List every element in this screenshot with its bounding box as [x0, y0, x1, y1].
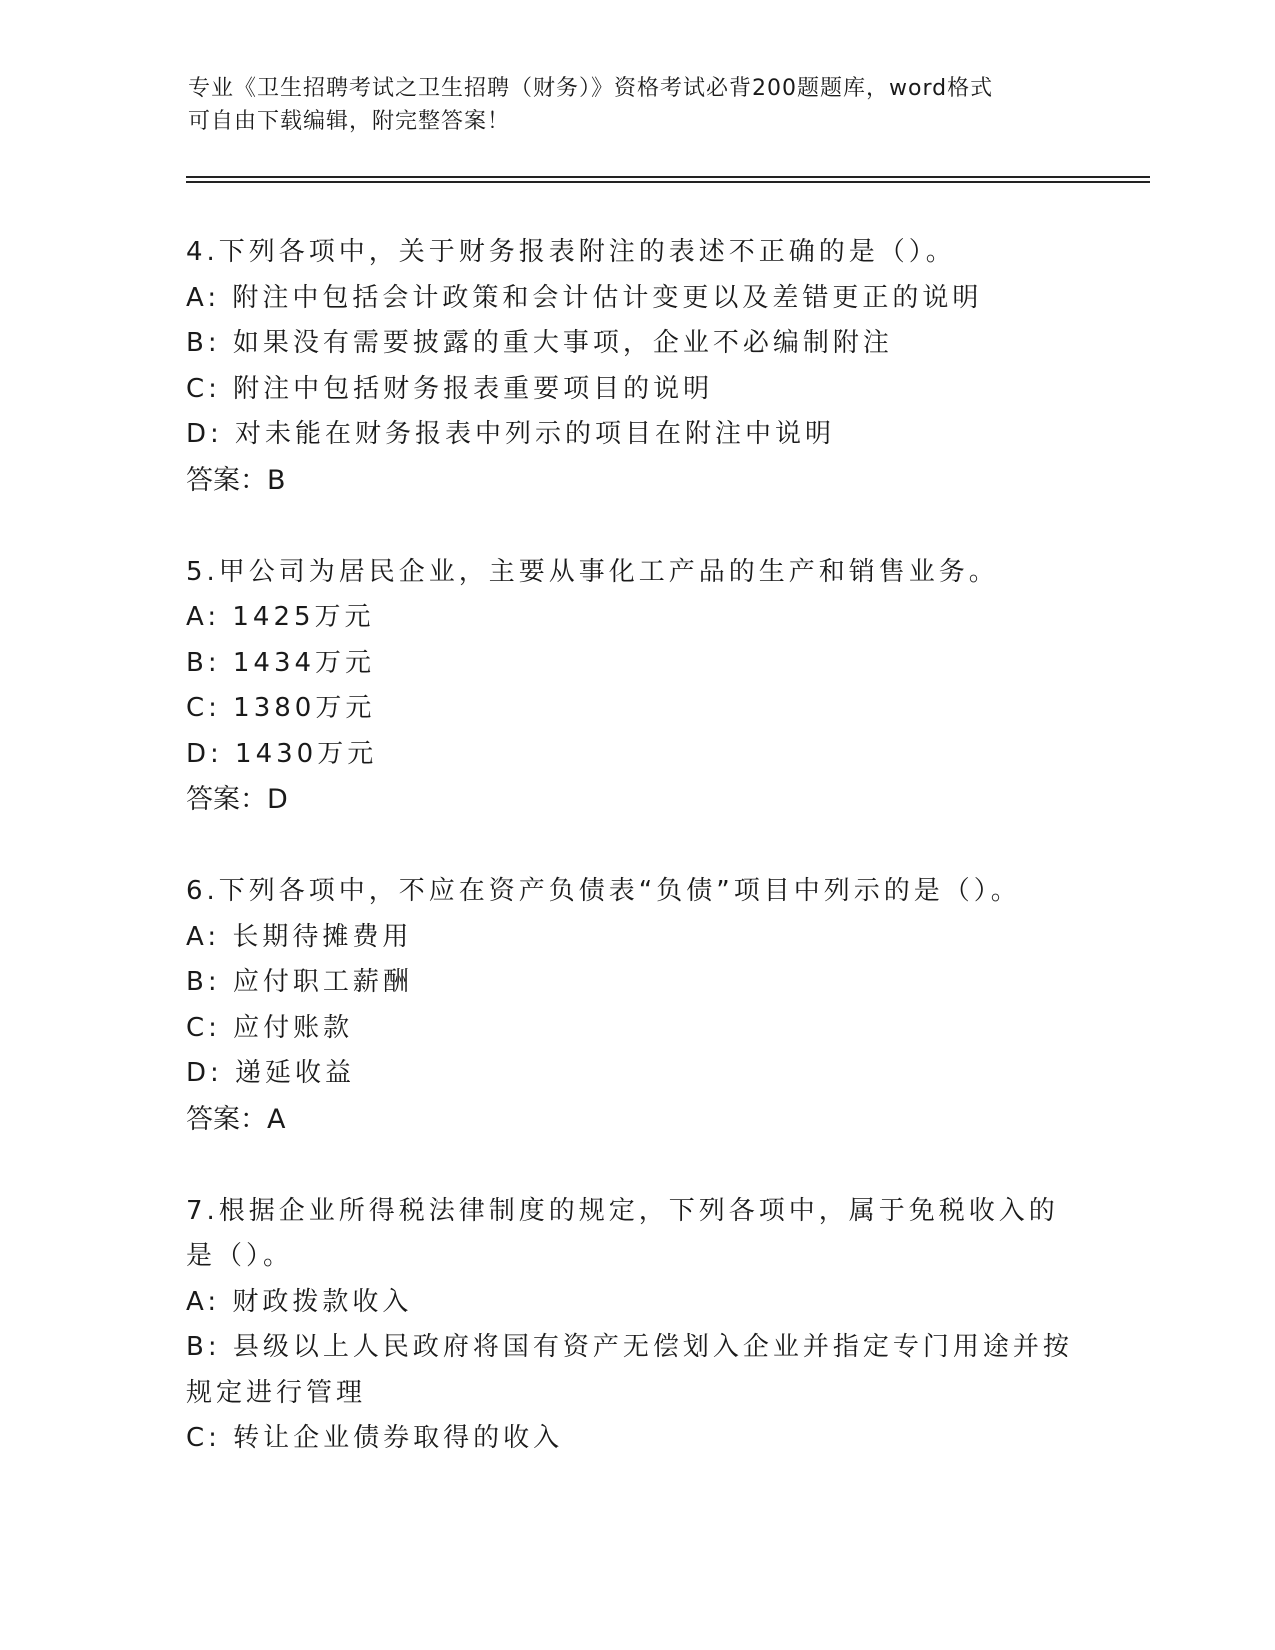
option-c: C: 转让企业债券取得的收入: [186, 1423, 564, 1453]
document-header: [188, 72, 1068, 138]
question-text: 6.下列各项中，不应在资产负债表“负债”项目中列示的是（）。: [186, 876, 1021, 906]
question-6: [186, 869, 1086, 1142]
header-divider-top: [186, 176, 1150, 178]
option-c: C: 附注中包括财务报表重要项目的说明: [186, 373, 714, 404]
option-d: D: 1430万元: [186, 738, 378, 769]
option-a: A: 1425万元: [186, 602, 375, 632]
question-text: 5.甲公司为居民企业，主要从事化工产品的生产和销售业务。: [186, 556, 999, 587]
answer: 答案：A: [186, 1103, 286, 1135]
option-a: A: 长期待摊费用: [186, 921, 413, 952]
option-b: B: 如果没有需要披露的重大事项，企业不必编制附注: [186, 328, 893, 358]
option-d: D: 对未能在财务报表中列示的项目在附注中说明: [186, 419, 836, 449]
question-5: [186, 550, 1086, 823]
option-a: A: 财政拨款收入: [186, 1286, 413, 1317]
answer: 答案：B: [186, 464, 286, 496]
question-text: 4.下列各项中，关于财务报表附注的表述不正确的是（）。: [186, 237, 956, 267]
option-b: B: 1434万元: [186, 647, 376, 678]
option-b: B: 应付职工薪酬: [186, 967, 413, 997]
header-line-2: 可自由下载编辑，附完整答案！: [188, 109, 511, 134]
answer: 答案：D: [186, 784, 288, 815]
option-c: C: 应付账款: [186, 1012, 354, 1043]
option-c: C: 1380万元: [186, 693, 376, 723]
header-divider-bottom: [186, 181, 1150, 183]
question-text: 7.根据企业所得税法律制度的规定，下列各项中，属于免税收入的是（）。: [186, 1195, 1059, 1271]
option-d: D: 递延收益: [186, 1058, 356, 1088]
option-a: A: 附注中包括会计政策和会计估计变更以及差错更正的说明: [186, 282, 983, 313]
question-4: [186, 230, 1086, 503]
question-7: [186, 1189, 1086, 1462]
option-b: B: 县级以上人民政府将国有资产无偿划入企业并指定专门用途并按规定进行管理: [186, 1332, 1073, 1408]
question-list: [186, 230, 1086, 1509]
header-line-1: 专业《卫生招聘考试之卫生招聘（财务）》资格考试必背200题题库，word格式: [188, 76, 994, 101]
